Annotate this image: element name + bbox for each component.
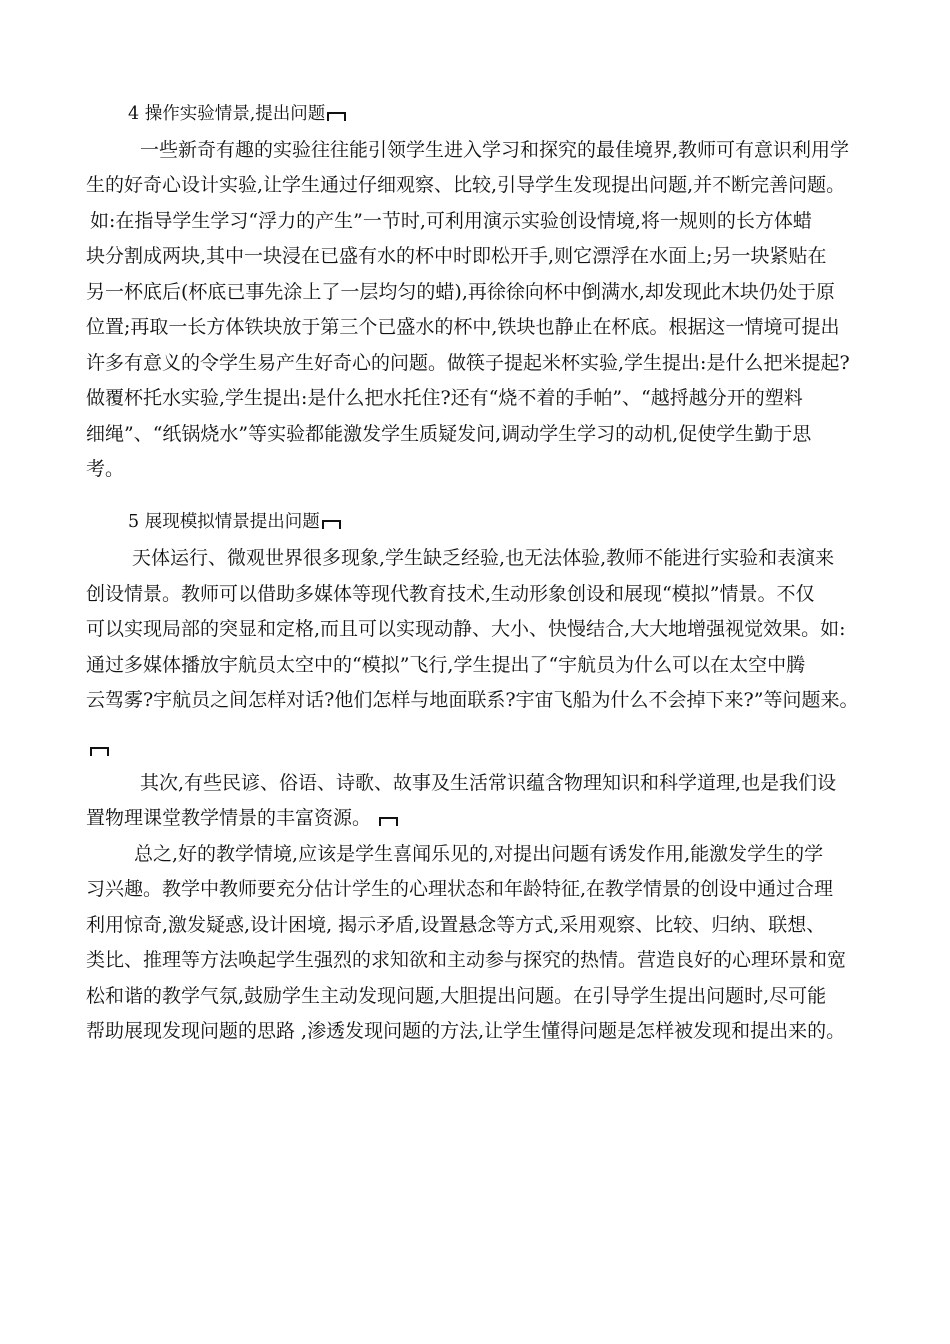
body-line: 细绳”、“纸锅烧水”等实验都能激发学生质疑发问,调动学生学习的动机,促使学生勤于思 (86, 423, 812, 445)
paragraph-mark-line (86, 736, 109, 760)
body-line: 可以实现局部的突显和定格,而且可以实现动静、大小、快慢结合,大大地增强视觉效果。如: (86, 618, 846, 640)
body-line: 一些新奇有趣的实验往往能引领学生进入学习和探究的最佳境界,教师可有意识利用学 (140, 139, 850, 161)
body-line-with-mark (86, 806, 398, 830)
body-line: 帮助展现发现问题的思路 ,渗透发现问题的方法,让学生懂得问题是怎样被发现和提出来的。 (86, 1020, 846, 1042)
body-line: 松和谐的教学气氛,鼓励学生主动发现问题,大胆提出问题。在引导学生提出问题时,尽可能 (86, 985, 827, 1007)
paragraph-mark-icon (322, 520, 341, 529)
body-line: 云驾雾?宇航员之间怎样对话?他们怎样与地面联系?宇宙飞船为什么不会掉下来?”等问题来。 (86, 689, 859, 711)
body-line: 天体运行、微观世界很多现象,学生缺乏经验,也无法体验,教师不能进行实验和表演来 (132, 547, 835, 569)
body-line: 位置;再取一长方体铁块放于第三个已盛水的杯中,铁块也静止在杯底。根据这一情境可提出 (86, 316, 840, 338)
body-text: 置物理课堂教学情景的丰富资源。 (86, 807, 372, 829)
body-line: 生的好奇心设计实验,让学生通过仔细观察、比较,引导学生发现提出问题,并不断完善问题。 (86, 174, 846, 196)
body-line: 通过多媒体播放宇航员太空中的“模拟”飞行,学生提出了“宇航员为什么可以在太空中腾 (86, 654, 806, 676)
body-line: 习兴趣。教学中教师要充分估计学生的心理状态和年龄特征,在教学情景的创设中通过合理 (86, 878, 834, 900)
section-5-heading (128, 510, 341, 534)
body-line: 许多有意义的令学生易产生好奇心的问题。做筷子提起米杯实验,学生提出:是什么把米提起? (86, 352, 850, 374)
section-4-heading (128, 102, 346, 126)
body-line: 总之,好的教学情境,应该是学生喜闻乐见的,对提出问题有诱发作用,能激发学生的学 (134, 843, 824, 865)
body-line: 其次,有些民谚、俗语、诗歌、故事及生活常识蕴含物理知识和科学道理,也是我们设 (140, 772, 837, 794)
body-line: 另一杯底后(杯底已事先涂上了一层均匀的蜡),再徐徐向杯中倒满水,却发现此木块仍处于原 (86, 281, 835, 303)
body-line: 块分割成两块,其中一块浸在已盛有水的杯中时即松开手,则它漂浮在水面上;另一块紧贴在 (86, 245, 827, 267)
body-line: 利用惊奇,激发疑惑,设计困境, 揭示矛盾,设置悬念等方式,采用观察、比较、归纳、联想、 (86, 914, 826, 936)
body-line: 如:在指导学生学习“浮力的产生”一节时,可利用演示实验创设情境,将一规则的长方体蜡 (90, 210, 812, 232)
body-line: 考。 (86, 458, 125, 480)
heading-text: 4 操作实验情景,提出问题 (128, 104, 326, 124)
paragraph-mark-icon (90, 747, 109, 756)
body-line: 类比、推理等方法唤起学生强烈的求知欲和主动参与探究的热情。营造良好的心理环景和宽 (86, 949, 847, 971)
body-line: 做覆杯托水实验,学生提出:是什么把水托住?还有“烧不着的手帕”、“越捋越分开的塑料 (86, 387, 803, 409)
body-line: 创设情景。教师可以借助多媒体等现代教育技术,生动形象创设和展现“模拟”情景。不仅 (86, 583, 815, 605)
heading-text: 5 展现模拟情景提出问题 (128, 512, 320, 532)
paragraph-mark-icon (327, 112, 346, 121)
paragraph-mark-icon (379, 817, 398, 826)
